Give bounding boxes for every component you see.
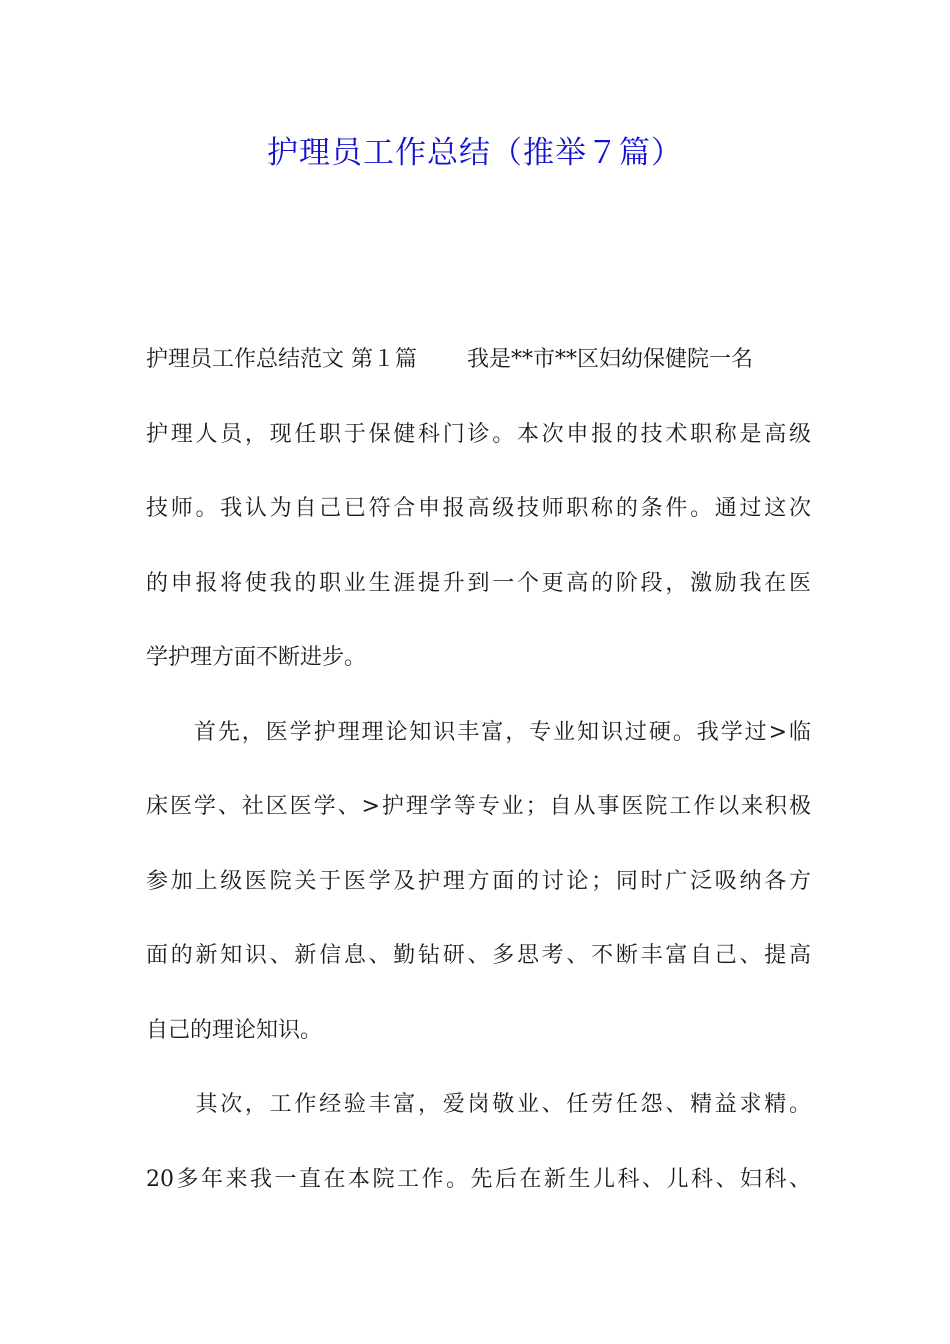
paragraph-line: 护理人员，现任职于保健科门诊。本次申报的技术职称是高级 bbox=[146, 422, 811, 447]
paragraph-line: 首先，医学护理理论知识丰富，专业知识过硬。我学过>临 bbox=[146, 720, 811, 745]
document-title: 护理员工作总结（推举７篇） bbox=[267, 135, 683, 171]
paragraph-line: 其次，工作经验丰富，爱岗敬业、任劳任怨、精益求精。 bbox=[146, 1092, 811, 1117]
paragraph-line: 技师。我认为自己已符合申报高级技师职称的条件。通过这次 bbox=[146, 496, 811, 521]
paragraph-line: 的申报将使我的职业生涯提升到一个更高的阶段，激励我在医 bbox=[146, 571, 811, 596]
paragraph-line bbox=[146, 340, 811, 380]
paragraph-line: 床医学、社区医学、>护理学等专业；自从事医院工作以来积极 bbox=[146, 794, 811, 819]
paragraph-line: 参加上级医院关于医学及护理方面的讨论；同时广泛吸纳各方 bbox=[146, 869, 811, 894]
section-heading: 护理员工作总结范文 第１篇 bbox=[146, 347, 417, 372]
paragraph-line: 自己的理论知识。 bbox=[146, 1018, 323, 1043]
paragraph-line: 学护理方面不断进步。 bbox=[146, 645, 367, 670]
line-text: 我是**市**区妇幼保健院一名 bbox=[467, 347, 754, 372]
paragraph-line: 面的新知识、新信息、勤钻研、多思考、不断丰富自己、提高 bbox=[146, 943, 811, 968]
paragraph-line: 20多年来我一直在本院工作。先后在新生儿科、儿科、妇科、 bbox=[146, 1167, 811, 1192]
